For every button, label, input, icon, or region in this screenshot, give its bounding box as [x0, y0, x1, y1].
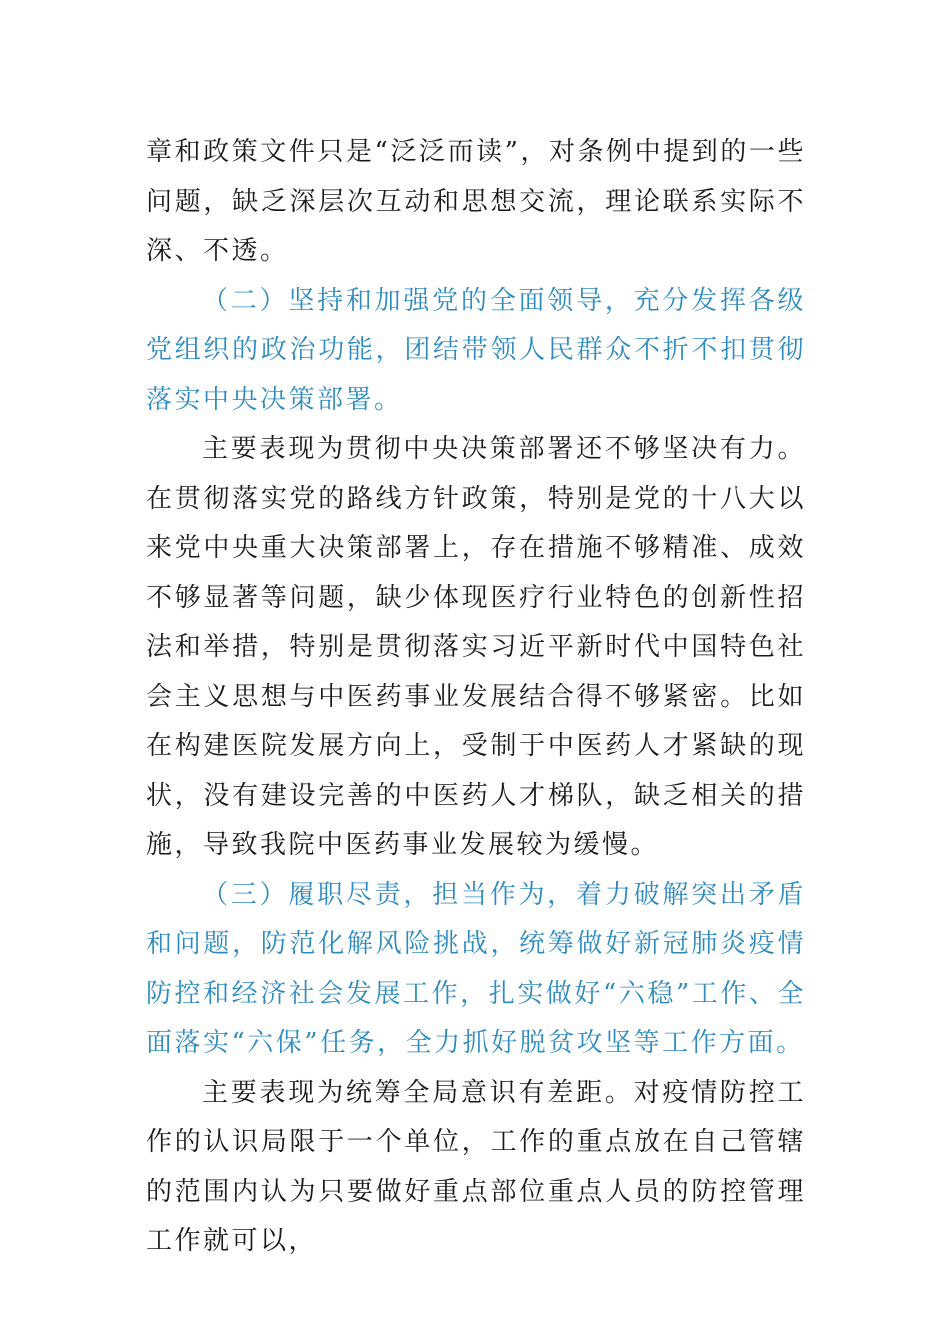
document-body: [146, 128, 806, 1267]
section-heading-3: （三）履职尽责，担当作为，着力破解突出矛盾和问题，防范化解风险挑战，统筹做好新冠肺炎疫情防控和经济社会发展工作，扎实做好“六稳”工作、全面落实“六保”任务，全力抓好脱贫攻坚等工作方面。: [146, 879, 806, 1058]
paragraph-section-2-body: 主要表现为贯彻中央决策部署还不够坚决有力。在贯彻落实党的路线方针政策，特别是党的十八大以来党中央重大决策部署上，存在措施不够精准、成效不够显著等问题，缺少体现医疗行业特色的创新性招法和举措，特别是贯彻落实习近平新时代中国特色社会主义思想与中医药事业发展结合得不够紧密。比如在构建医院发展方向上，受制于中医药人才紧缺的现状，没有建设完善的中医药人才梯队，缺乏相关的措施，导致我院中医药事业发展较为缓慢。: [146, 434, 806, 860]
paragraph-section-3-body: 主要表现为统筹全局意识有差距。对疫情防控工作的认识局限于一个单位，工作的重点放在自己管辖的范围内认为只要做好重点部位重点人员的防控管理工作就可以，: [146, 1077, 806, 1256]
section-heading-2: （二）坚持和加强党的全面领导，充分发挥各级党组织的政治功能，团结带领人民群众不折不扣贯彻落实中央决策部署。: [146, 285, 806, 415]
paragraph-continuation: 章和政策文件只是“泛泛而读”，对条例中提到的一些问题，缺乏深层次互动和思想交流，理论联系实际不深、不透。: [146, 137, 806, 266]
